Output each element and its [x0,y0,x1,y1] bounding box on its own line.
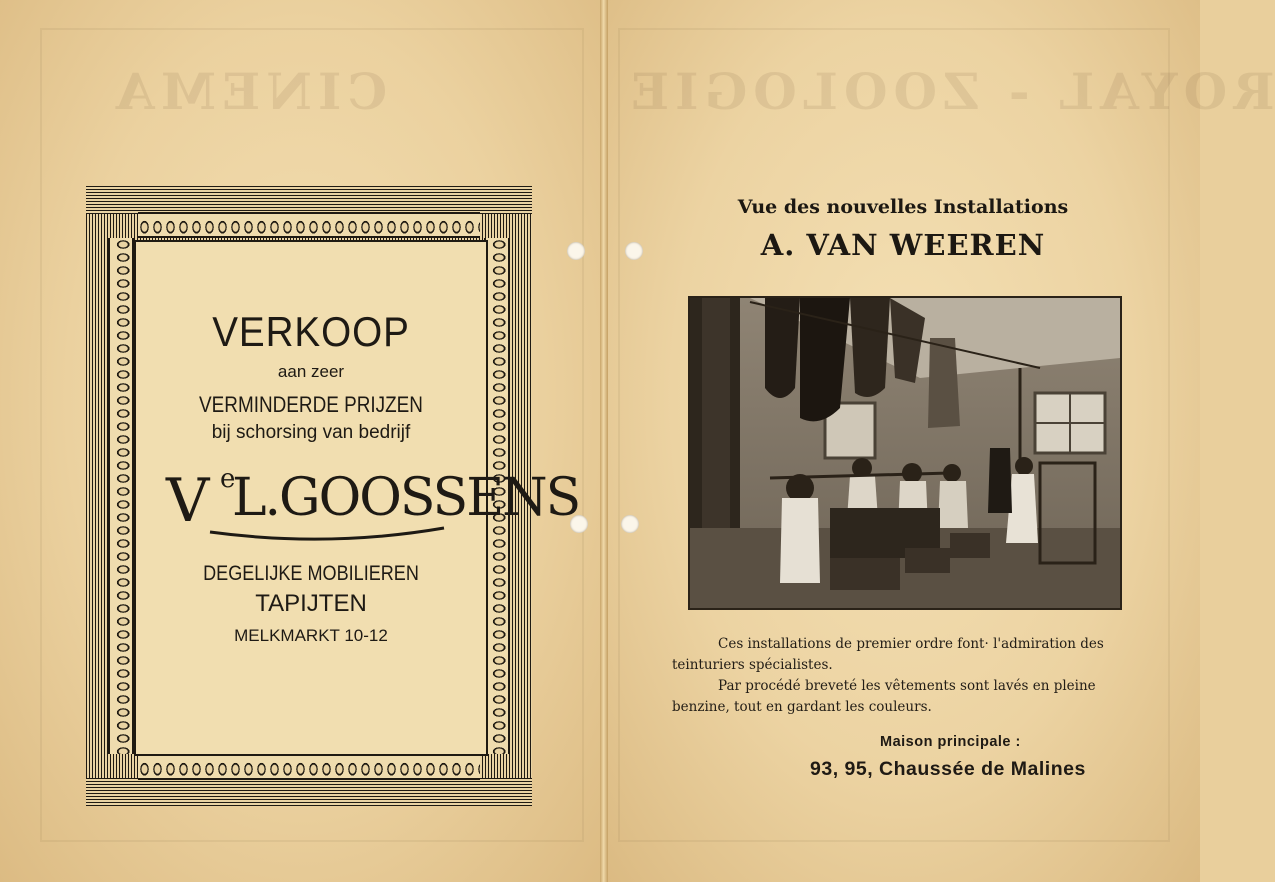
advert-title: VERKOOP [212,308,410,355]
logo-name: L.GOOSSENS [232,468,580,528]
advert-line-furniture: DEGELIJKE MOBILIEREN [203,562,419,585]
bleed-through-left: CINEMA [110,62,388,121]
logo-prefix: V [166,466,210,536]
advert-subtitle: aan zeer [277,362,345,381]
installation-photo [688,296,1122,610]
advert-panel [134,240,580,756]
logo-superscript: e [220,464,236,494]
description-paragraph-1: Ces installations de premier ordre font· l'admiration des teinturiers spécialistes. [672,636,1104,673]
logo-flourish [208,526,448,546]
right-heading-large: A. VAN WEEREN [760,228,1046,262]
punch-hole [567,242,585,260]
ornament-frieze-left [108,238,134,754]
advert-line-prices: VERMINDERDE PRIJZEN [199,392,423,417]
maison-label: Maison principale : [880,734,1021,750]
description-paragraph-2: Par procédé breveté les vêtements sont lavés en pleine benzine, tout en gardant les couleurs. [672,678,1096,715]
frame-border-top [86,186,532,214]
photo-illustration [690,298,1120,608]
frame-border-bottom [86,778,532,806]
advert-address: MELKMARKT 10-12 [234,626,388,645]
right-heading-small: Vue des nouvelles Installations [737,196,1069,218]
bleed-through-right: ROYAL - ZOOLOGIE [625,62,1275,121]
advert-line-reason: bij schorsing van bedrijf [211,422,411,443]
ornament-frieze-top [138,212,480,238]
description-text [672,634,1142,718]
punch-hole [621,515,639,533]
advert-line-carpets: TAPIJTEN [255,590,367,617]
goossens-logo [136,458,580,550]
ornament-frieze-bottom [138,754,480,780]
advert-frame [86,186,580,806]
page-gutter [600,0,608,882]
main-address: 93, 95, Chaussée de Malines [810,758,1086,780]
